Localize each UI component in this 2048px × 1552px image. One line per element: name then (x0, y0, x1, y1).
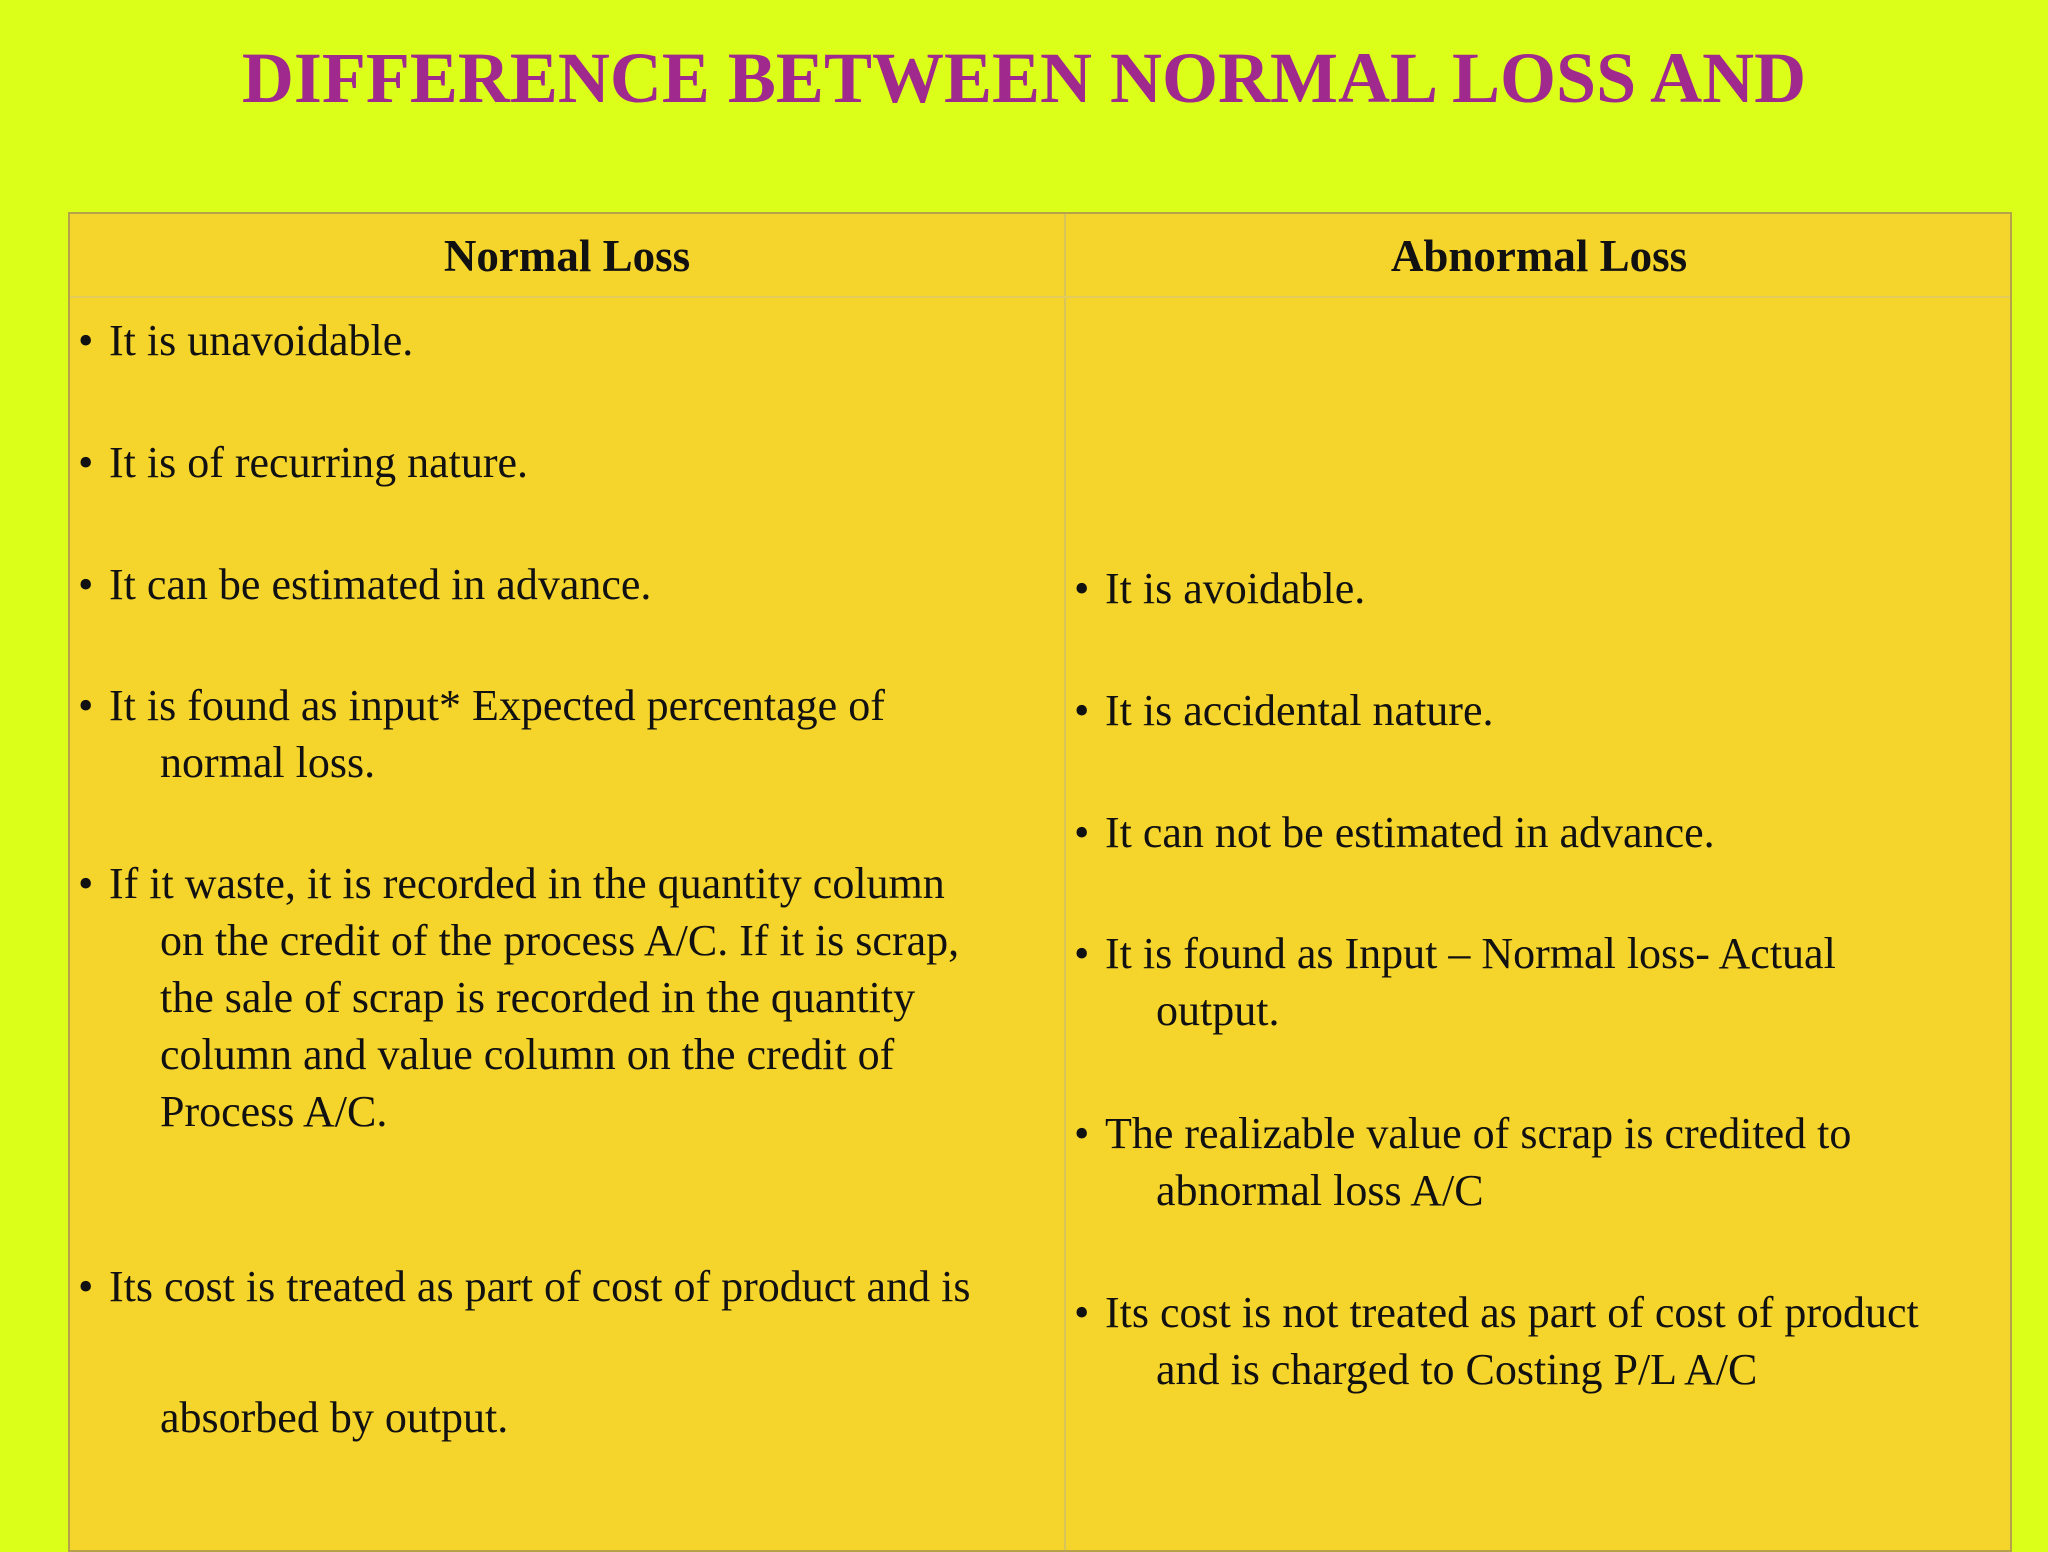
bullet-marker: • (78, 560, 94, 609)
abnormal-loss-item: • It is accidental nature. (1074, 682, 2004, 739)
abnormal-loss-item: • The realizable value of scrap is credited to abnormal loss A/C (1074, 1105, 2004, 1219)
slide-title: DIFFERENCE BETWEEN NORMAL LOSS AND (241, 38, 1807, 118)
bullet-marker: • (1074, 929, 1090, 978)
bullet-marker: • (78, 438, 94, 487)
header-abnormal-loss: Abnormal Loss (1390, 231, 1688, 281)
column-divider (1064, 214, 1066, 1550)
normal-loss-item: • It is unavoidable. (78, 312, 1058, 369)
bullet-marker: • (1074, 1288, 1090, 1337)
abnormal-loss-item: • It is avoidable. (1074, 560, 2004, 617)
bullet-marker: • (1074, 808, 1090, 857)
normal-loss-item: • It can be estimated in advance. (78, 556, 1058, 613)
bullet-marker: • (1074, 564, 1090, 613)
bullet-marker: • (1074, 686, 1090, 735)
normal-loss-item: • Its cost is treated as part of cost of product and is absorbed by output. (78, 1258, 1058, 1446)
comparison-table (68, 212, 2012, 1552)
bullet-marker: • (78, 859, 94, 908)
abnormal-loss-item: • It can not be estimated in advance. (1074, 804, 2004, 861)
normal-loss-item: • It is found as input* Expected percentage of normal loss. (78, 677, 1058, 791)
normal-loss-item: • If it waste, it is recorded in the quantity column on the credit of the process A/C. If it is scrap, the sale of scrap is recorded in the quantity column and value column on the credit of Process A/C. (78, 855, 1058, 1140)
bullet-marker: • (78, 1262, 94, 1311)
normal-loss-item: • It is of recurring nature. (78, 434, 1058, 491)
header-divider (70, 296, 2010, 298)
abnormal-loss-item: • It is found as Input – Normal loss- Actual output. (1074, 925, 2004, 1039)
header-normal-loss: Normal Loss (443, 231, 691, 281)
abnormal-loss-item: • Its cost is not treated as part of cost of product and is charged to Costing P/L A/C (1074, 1284, 2004, 1398)
bullet-marker: • (78, 681, 94, 730)
bullet-marker: • (78, 316, 94, 365)
bullet-marker: • (1074, 1109, 1090, 1158)
